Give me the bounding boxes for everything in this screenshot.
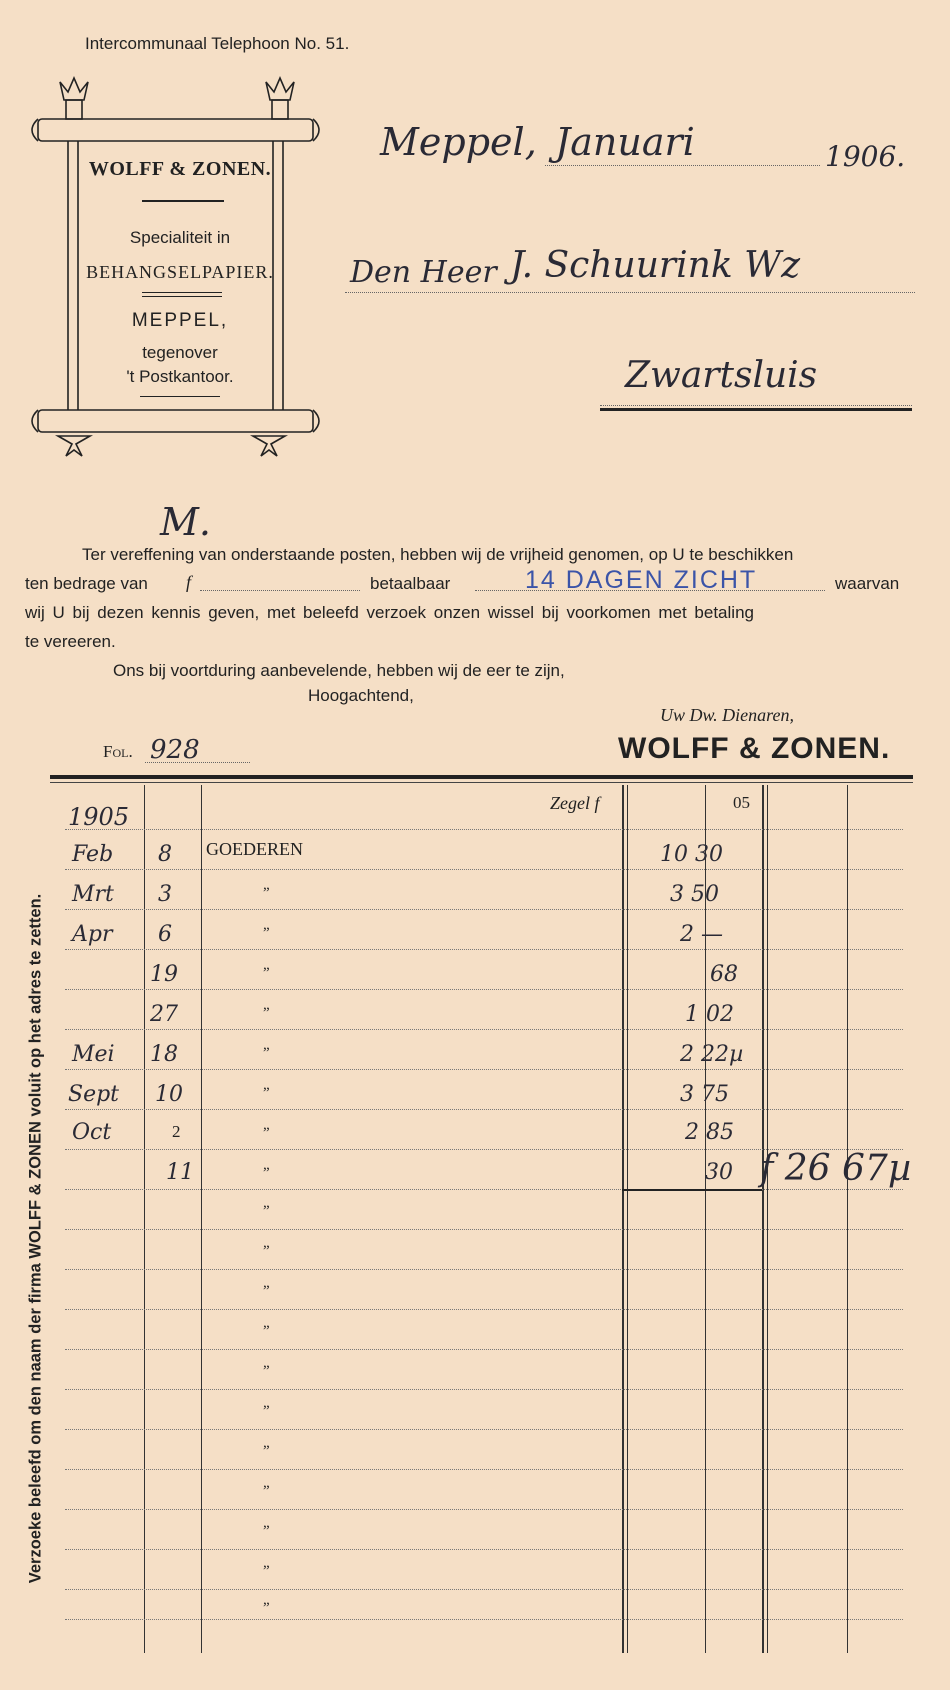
row-1-amount: 10 30 xyxy=(660,842,723,867)
row-1-month: Feb xyxy=(72,842,114,867)
body-line-2a: ten bedrage van xyxy=(25,574,148,593)
row-line xyxy=(65,1429,903,1430)
empty-row-ditto: ” xyxy=(263,1203,270,1219)
row-6-ditto: ” xyxy=(263,1045,270,1061)
row-7-ditto: ” xyxy=(263,1085,270,1101)
letterhead-city: MEPPEL, xyxy=(131,310,229,331)
row-9-ditto: ” xyxy=(263,1165,270,1181)
empty-row-ditto: ” xyxy=(263,1443,270,1459)
body-line-4: te vereeren. xyxy=(25,632,116,651)
row-line xyxy=(65,1029,903,1030)
row-8-month: Oct xyxy=(72,1120,112,1145)
letterhead-rule xyxy=(142,200,224,202)
goods-label: GOEDEREN xyxy=(206,839,303,859)
body-line-1: Ter vereffening van onderstaande posten, hebben wij de vrijheid genomen, op U te beschikken xyxy=(82,545,794,564)
place-handwritten: Meppel, xyxy=(380,120,537,164)
row-line xyxy=(65,829,903,830)
row-line xyxy=(65,989,903,990)
year-cell: 1905 xyxy=(68,803,130,831)
empty-row-ditto: ” xyxy=(263,1323,270,1339)
row-1-day: 8 xyxy=(158,842,172,867)
salutation: Den Heer xyxy=(350,255,497,290)
empty-row-ditto: ” xyxy=(263,1483,270,1499)
row-8-ditto: ” xyxy=(263,1125,270,1141)
specialty-line-2: BEHANGSELPAPIER. xyxy=(86,262,274,282)
row-line xyxy=(65,909,903,910)
specialty-line-1: Specialiteit in xyxy=(129,228,231,247)
town-dotted-line xyxy=(600,405,912,406)
row-line xyxy=(65,1619,903,1620)
body-line-2c: waarvan xyxy=(835,574,900,593)
column-line-total-left-2 xyxy=(767,785,768,1653)
row-7-day: 10 xyxy=(155,1082,183,1107)
empty-row-ditto: ” xyxy=(263,1243,270,1259)
column-line-month xyxy=(144,785,145,1653)
row-line xyxy=(65,1189,903,1190)
row-9-amount: 30 xyxy=(705,1160,733,1185)
addressee-dotted-line xyxy=(345,292,915,293)
body-line-2b: betaalbaar xyxy=(370,574,451,593)
folio-label: Fol. xyxy=(103,742,133,761)
sum-underline xyxy=(622,1189,762,1191)
row-4-amount: 68 xyxy=(710,962,738,987)
closing-line-2: Hoogachtend, xyxy=(308,686,414,705)
row-2-ditto: ” xyxy=(263,885,270,901)
column-line-total-cents xyxy=(847,785,848,1653)
folio-dotted-line xyxy=(145,762,250,763)
addressee-town: Zwartsluis xyxy=(625,355,818,396)
greeting: M. xyxy=(160,500,211,544)
row-6-amount: 2 22µ xyxy=(680,1042,744,1067)
row-3-amount: 2 — xyxy=(680,922,723,947)
row-2-amount: 3 50 xyxy=(670,882,719,907)
empty-row-ditto: ” xyxy=(263,1600,270,1616)
payable-stamp: 14 DAGEN ZICHT xyxy=(525,566,758,594)
row-3-day: 6 xyxy=(158,922,172,947)
zegel-cents: 05 xyxy=(733,793,750,812)
empty-row-ditto: ” xyxy=(263,1563,270,1579)
row-4-day: 19 xyxy=(150,962,178,987)
table-top-rule-thin xyxy=(50,782,913,783)
location-line-1: tegenover xyxy=(142,343,218,362)
row-7-month: Sept xyxy=(68,1082,120,1107)
empty-row-ditto: ” xyxy=(263,1403,270,1419)
town-underline xyxy=(600,408,912,411)
row-7-amount: 3 75 xyxy=(680,1082,729,1107)
column-line-amount-left xyxy=(622,785,624,1653)
column-line-cents xyxy=(705,785,706,1653)
row-4-ditto: ” xyxy=(263,965,270,981)
letterhead-double-rule xyxy=(142,292,222,297)
telephone-line: Intercommunaal Telephoon No. 51. xyxy=(85,34,350,53)
row-line xyxy=(65,1069,903,1070)
row-line xyxy=(65,869,903,870)
row-5-amount: 1 02 xyxy=(685,1002,734,1027)
row-line xyxy=(65,1389,903,1390)
row-line xyxy=(65,1349,903,1350)
letterhead-bottom-rule xyxy=(140,396,220,397)
year-handwritten: 1906. xyxy=(825,140,906,173)
currency-symbol: f xyxy=(186,572,192,592)
row-8-amount: 2 85 xyxy=(685,1120,734,1145)
empty-row-ditto: ” xyxy=(263,1363,270,1379)
row-line xyxy=(65,1589,903,1590)
column-line-amount-left-2 xyxy=(627,785,628,1653)
servants-line: Uw Dw. Dienaren, xyxy=(660,705,794,725)
row-6-month: Mei xyxy=(72,1042,115,1067)
row-9-day: 11 xyxy=(166,1160,194,1185)
row-line xyxy=(65,1229,903,1230)
letterhead-firm-name: WOLFF & ZONEN. xyxy=(88,158,272,180)
body-line-3: wij U bij dezen kennis geven, met beleefd verzoek onzen wissel bij voorkomen met betaling xyxy=(25,603,754,622)
row-6-day: 18 xyxy=(150,1042,178,1067)
row-3-month: Apr xyxy=(72,922,113,947)
addressee-name: J. Schuurink Wz xyxy=(510,245,801,286)
side-instruction-text: Verzoeke beleefd om den naam der firma WOLFF & ZONEN voluit op het adres te zetten. xyxy=(26,893,45,1584)
amount-dotted-line xyxy=(200,590,360,591)
folio-value: 928 xyxy=(150,735,200,765)
row-line xyxy=(65,1269,903,1270)
zegel-label: Zegel f xyxy=(550,793,600,813)
row-line xyxy=(65,1549,903,1550)
row-2-month: Mrt xyxy=(72,882,114,907)
row-line xyxy=(65,1309,903,1310)
column-line-day xyxy=(201,785,202,1653)
row-line xyxy=(65,1109,903,1110)
row-2-day: 3 xyxy=(158,882,172,907)
column-line-total-left xyxy=(762,785,764,1653)
row-line xyxy=(65,1509,903,1510)
row-line xyxy=(65,1469,903,1470)
row-5-ditto: ” xyxy=(263,1005,270,1021)
empty-row-ditto: ” xyxy=(263,1283,270,1299)
invoice-total: f 26 67µ xyxy=(760,1148,912,1189)
row-8-day: 2 xyxy=(172,1122,181,1141)
date-dotted-line xyxy=(545,165,820,166)
empty-row-ditto: ” xyxy=(263,1523,270,1539)
month-handwritten: Januari xyxy=(555,120,695,164)
row-3-ditto: ” xyxy=(263,925,270,941)
location-line-2: 't Postkantoor. xyxy=(126,367,234,386)
closing-line-1: Ons bij voortduring aanbevelende, hebben wij de eer te zijn, xyxy=(113,661,565,680)
row-5-day: 27 xyxy=(150,1002,178,1027)
table-top-rule xyxy=(50,775,913,779)
signature-firm: WOLFF & ZONEN. xyxy=(618,732,891,765)
row-line xyxy=(65,949,903,950)
